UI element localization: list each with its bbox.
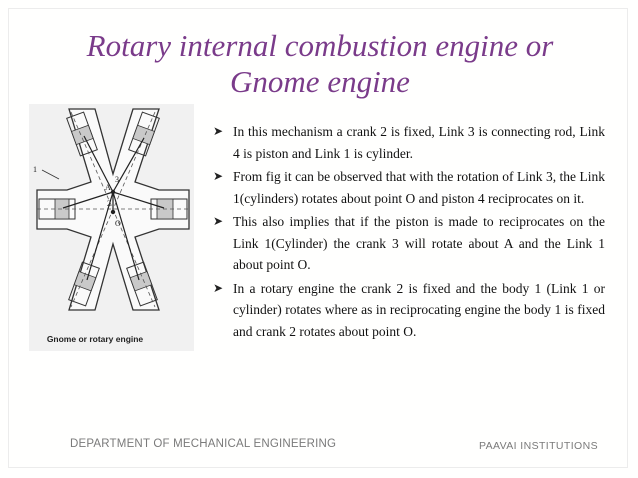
bullet-text: In a rotary engine the crank 2 is fixed and the body 1 (Link 1 or cylinder) rotates where as in reciprocating engine the body 1 is fixed and crank 2 rotates about point O. — [233, 280, 605, 339]
bullet-item — [212, 211, 605, 276]
arrow-bullet-icon: ➤ — [213, 124, 224, 138]
label-link-3: 3 — [115, 175, 119, 184]
bullet-text: In this mechanism a crank 2 is fixed, Link 3 is connecting rod, Link 4 is piston and Link 1 is cylinder. — [233, 124, 605, 161]
label-link-2: 2 — [107, 199, 111, 208]
footer-department: DEPARTMENT OF MECHANICAL ENGINEERING — [70, 438, 337, 450]
label-link-1: 1 — [33, 165, 37, 174]
arrow-bullet-icon: ➤ — [213, 214, 224, 228]
title-line-1: Rotary internal combustion engine or — [86, 28, 554, 63]
bullet-text: From fig it can be observed that with the rotation of Link 3, the Link 1(cylinders) rotates about point O and piston 4 reciprocates on it. — [233, 169, 605, 206]
gnome-engine-diagram — [29, 104, 194, 351]
pivot-a — [111, 190, 115, 194]
bullet-item — [212, 278, 605, 343]
bullet-list — [212, 121, 605, 344]
figure-caption: Gnome or rotary engine — [46, 334, 144, 344]
footer-institution: PAAVAI INSTITUTIONS — [478, 440, 598, 452]
title-line-2: Gnome engine — [230, 64, 410, 99]
slide-title — [20, 28, 620, 100]
gnome-engine-figure — [29, 104, 194, 351]
pivot-o — [111, 210, 115, 214]
label-point-o: O — [115, 219, 121, 228]
bullet-item — [212, 166, 605, 209]
label-point-a: A — [105, 183, 111, 192]
arrow-bullet-icon: ➤ — [213, 280, 224, 295]
arrow-bullet-icon: ➤ — [213, 169, 224, 183]
bullet-item — [212, 121, 605, 164]
bullet-text: This also implies that if the piston is made to reciprocates on the Link 1(Cylinder) the crank 3 will rotate about A and the Link 1 about point O. — [233, 214, 605, 272]
